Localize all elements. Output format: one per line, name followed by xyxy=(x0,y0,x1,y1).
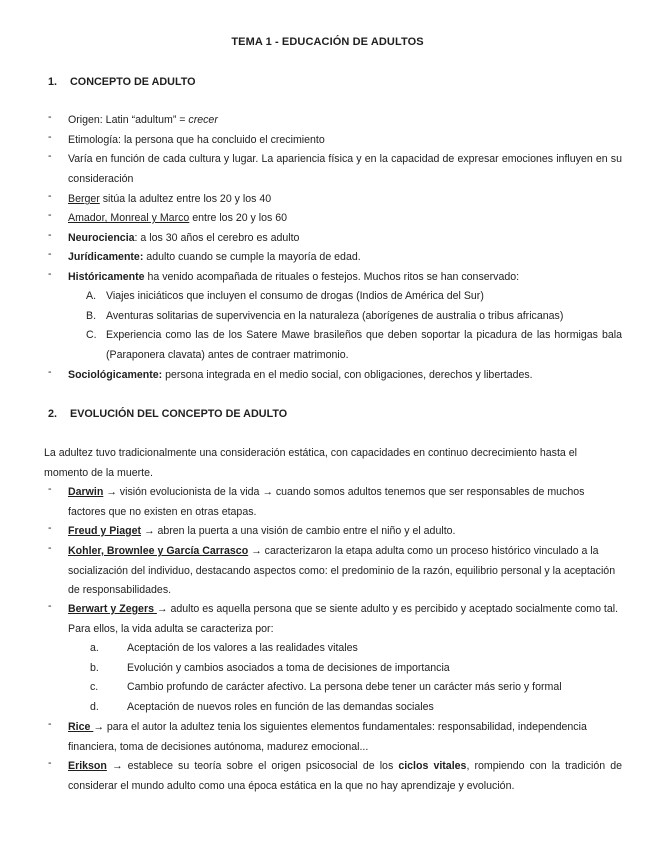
list-subitem-a2: a. Aceptación de los valores a las realidades vitales xyxy=(90,642,358,654)
list-item-etimologia: - Etimología: la persona que ha concluido el crecimiento xyxy=(48,131,325,146)
list-item-varia: - Varía en función de cada cultura y lugar. La apariencia física y en la capacidad de expresar emociones influyen en su consideración xyxy=(48,150,622,185)
list-item-historicamente: - Históricamente ha venido acompañada de rituales o festejos. Muchos ritos se han conservado: xyxy=(48,268,520,283)
list-subitem-d2: d. Aceptación de nuevos roles en función de las demandas sociales xyxy=(90,701,434,713)
list-item-erikson: - Erikson → establece su teoría sobre el origen psicosocial de los ciclos vitales, rompiendo con la tradición de considerar el mundo adulto como una época estática en la que no hay aprendizaje y evolución. xyxy=(48,757,622,792)
list-item-rice: - Rice → para el autor la adultez tenia los siguientes elementos fundamentales: responsabilidad, independencia financiera, toma de decisiones autónoma, madurez emocional... xyxy=(48,718,587,753)
section-2-title: EVOLUCIÓN DEL CONCEPTO DE ADULTO xyxy=(70,408,288,420)
list-item-berwart: - Berwart y Zegers → adulto es aquella persona que se siente adulto y es percibido y aceptado socialmente como tal. Para ellos, la vida adulta se caracteriza por: xyxy=(48,600,619,635)
section-2-intro: La adultez tuvo tradicionalmente una consideración estática, con capacidades en continuo decrecimiento hasta el momento de la muerte. xyxy=(44,447,577,479)
list-item-origen: - Origen: Latin “adultum” = crecer xyxy=(48,111,218,126)
list-item-kohler: - Kohler, Brownlee y García Carrasco → caracterizaron la etapa adulta como un proceso histórico vinculado a la socialización del individuo, destacando aspectos como: el predominio de la razón, equilibrio personal y la aceptación de responsabilidades. xyxy=(48,542,616,597)
list-subitem-c2: c. Cambio profundo de carácter afectivo. La persona debe tener un carácter más serio y formal xyxy=(90,681,562,693)
list-item-amador: - Amador, Monreal y Marco entre los 20 y los 60 xyxy=(48,209,288,224)
list-item-sociologicamente: - Sociológicamente: persona integrada en el medio social, con obligaciones, derechos y libertades. xyxy=(48,366,533,381)
document-title: TEMA 1 - EDUCACIÓN DE ADULTOS xyxy=(231,36,424,48)
section-1-number: 1. xyxy=(48,76,58,88)
section-2-number: 2. xyxy=(48,408,58,420)
list-subitem-b: B. Aventuras solitarias de supervivencia en la naturaleza (aborígenes de australia o tribus africanas) xyxy=(86,310,564,322)
list-subitem-b2: b. Evolución y cambios asociados a toma de decisiones de importancia xyxy=(90,662,450,674)
list-item-juridicamente: - Jurídicamente: adulto cuando se cumple la mayoría de edad. xyxy=(48,248,361,263)
section-1-heading xyxy=(48,76,196,88)
list-item-neurociencia: - Neurociencia: a los 30 años el cerebro es adulto xyxy=(48,229,300,244)
list-subitem-c: C. Experiencia como las de los Satere Mawe brasileños que deben soportar la picadura de las hormigas bala (Paraponera clavata) antes de contraer matrimonio. xyxy=(86,329,622,361)
list-item-freud-piaget: - Freud y Piaget → abren la puerta a una visión de cambio entre el niño y el adulto. xyxy=(48,522,456,537)
list-item-berger: - Berger sitúa la adultez entre los 20 y los 40 xyxy=(48,190,272,205)
section-2-heading xyxy=(48,408,287,420)
section-1-title: CONCEPTO DE ADULTO xyxy=(70,76,196,88)
list-item-darwin: - Darwin → visión evolucionista de la vida → cuando somos adultos tenemos que ser responsables de muchos factores que no existen en otras etapas. xyxy=(48,483,585,518)
list-subitem-a: A. Viajes iniciáticos que incluyen el consumo de drogas (Indios de América del Sur) xyxy=(86,290,484,302)
